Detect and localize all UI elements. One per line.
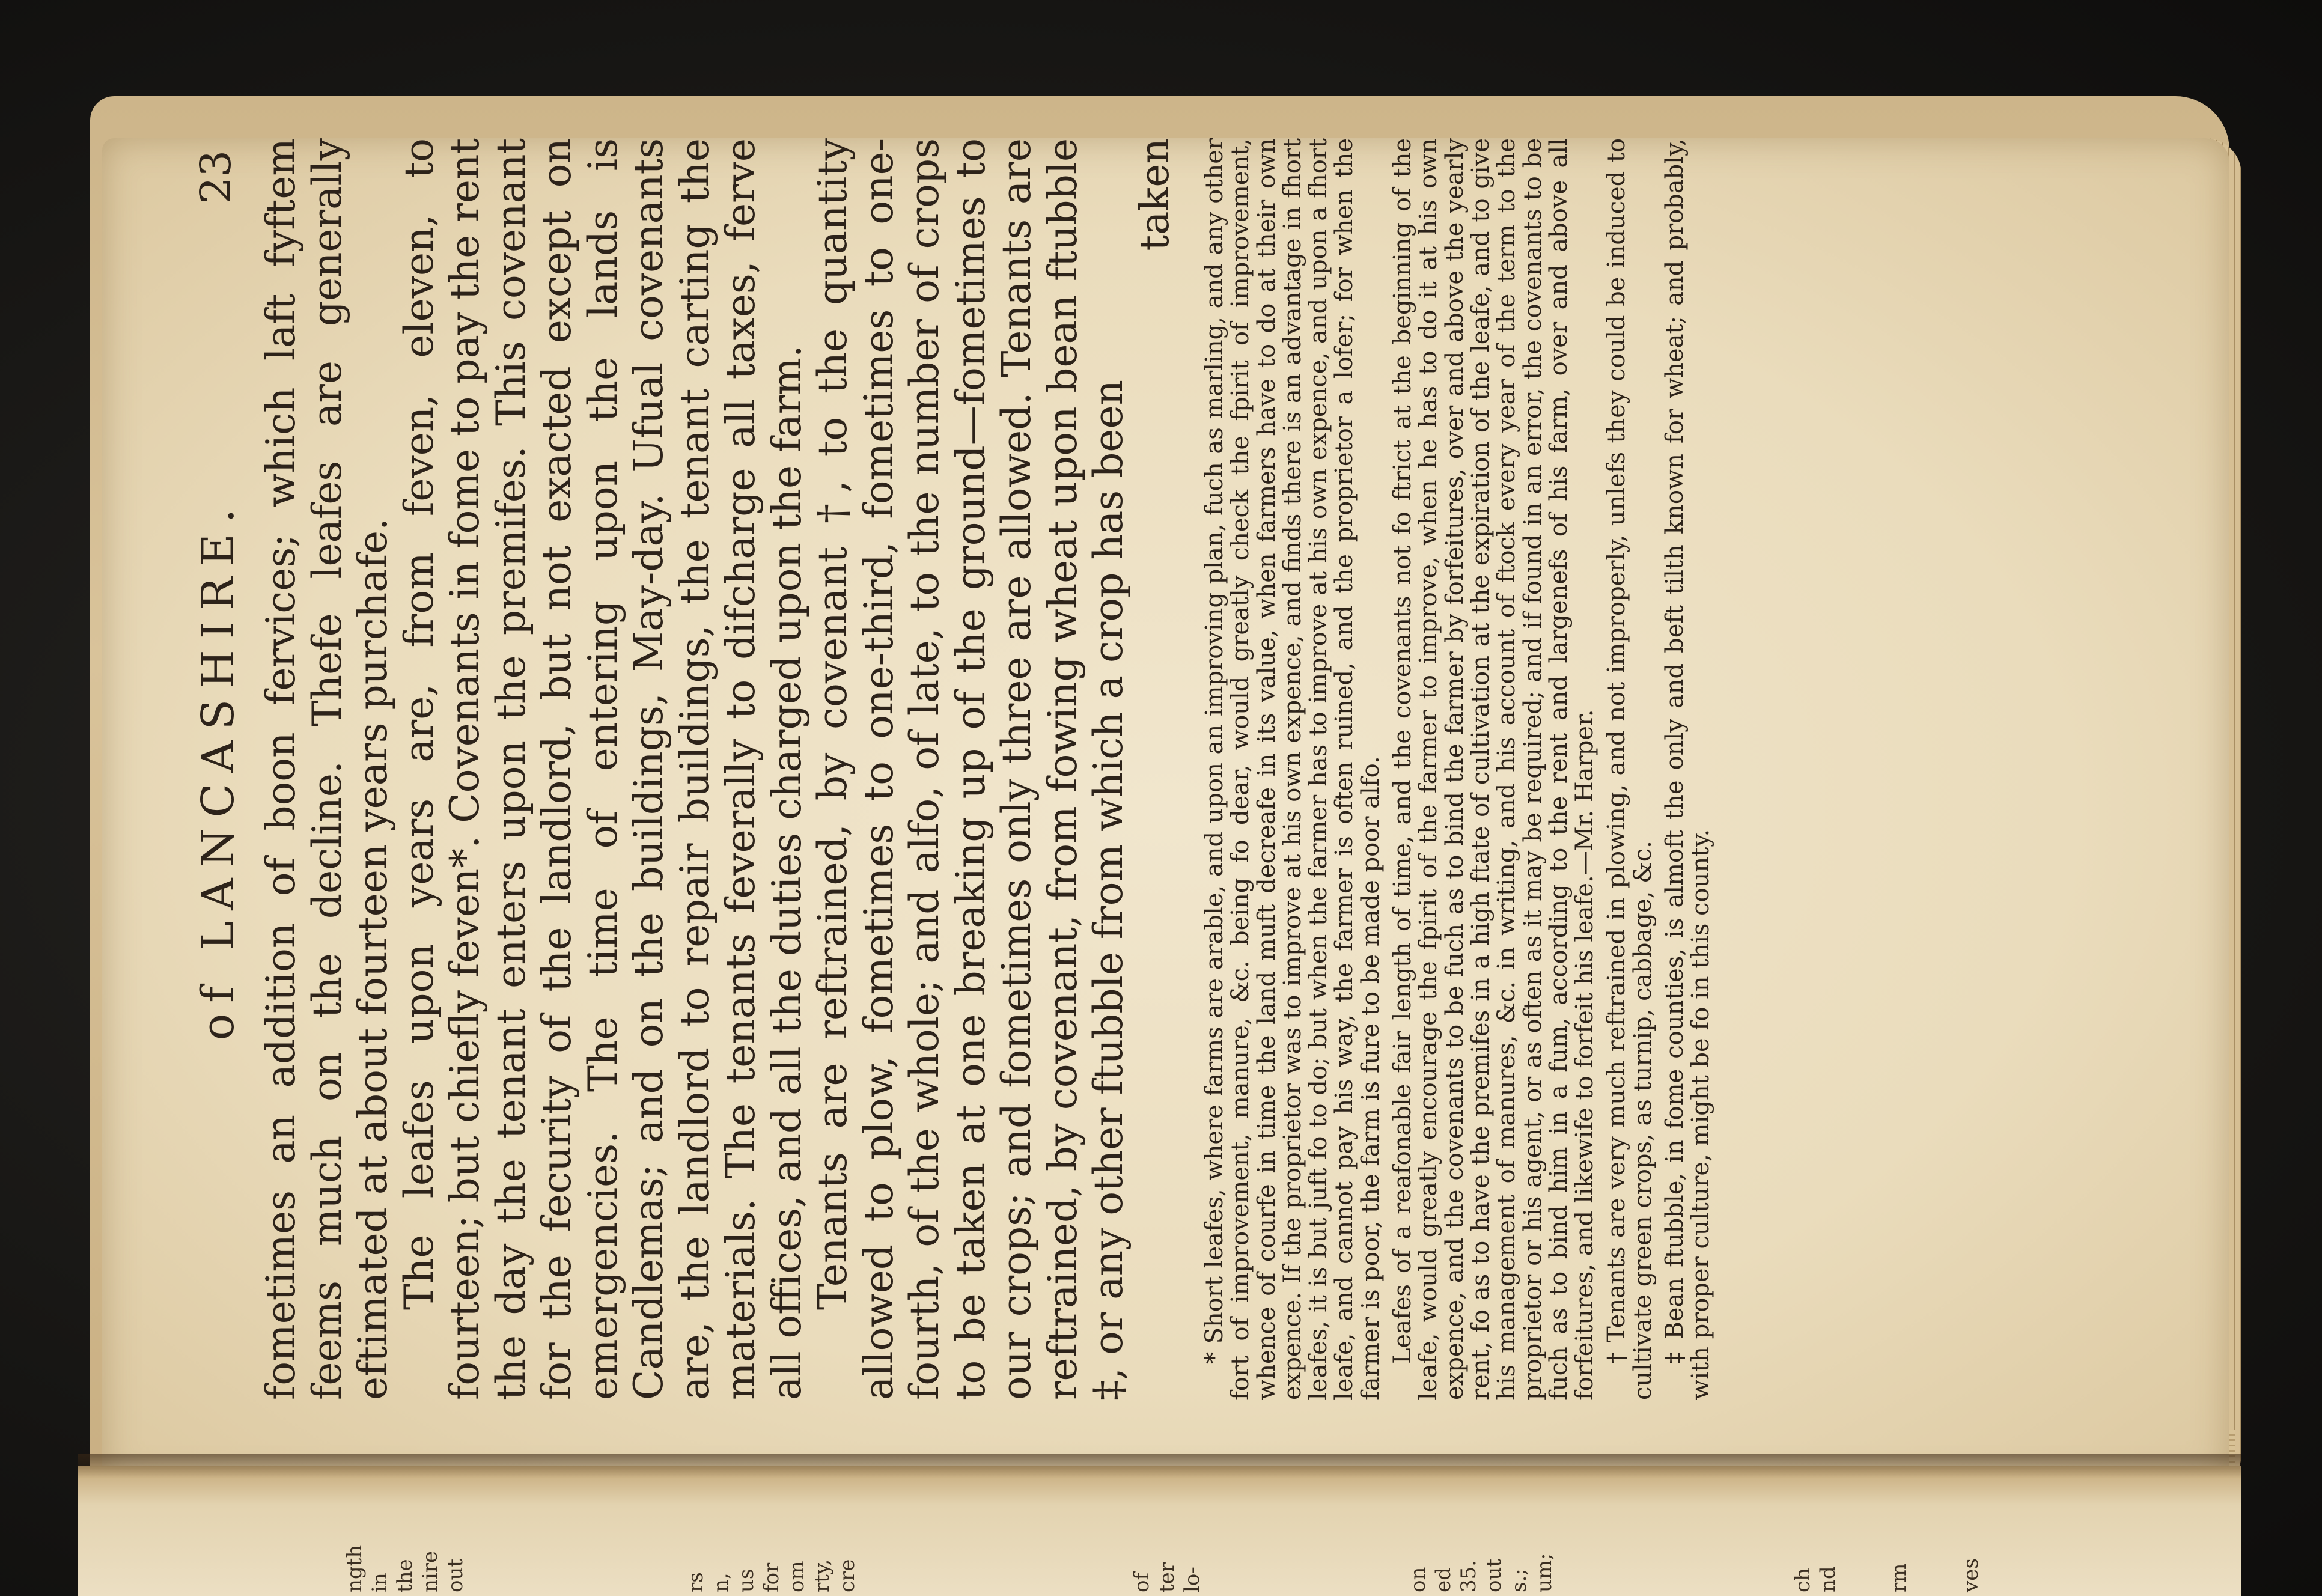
paragraph-1: fometimes an addition of boon fervices; which laft fyftem feems much on the decline. Thefe leafes are generally eftimated at about fourteen years purchafe. — [258, 138, 396, 1400]
footnote-2: Leafes of a reafonable fair length of time, and the covenants not fo ftrict at the beginning of the leafe, would greatly encourage the fpirit of the farmer to improve, when he has to do it at his own expence, and the covenants to be fuch as to bind the farmer by forfeitures, over and above the yearly rent, fo as to have the premifes in a high ftate of cultivation at the expiration of the leafe, and to give his management of manures, &c. in writing, and his account of ftock every year of the term to the proprietor or his agent, or as often as it may be required; and if found in an error, the covenants to be fuch as to bind him in a fum, according to the rent and largenefs of his farm, over and above all forfeitures, and likewife to forfeit his leafe.—Mr. Harper. — [1389, 138, 1599, 1400]
fragment: out — [443, 1558, 468, 1592]
footnote-4: ‡ Bean ftubble, in fome counties, is almoft the only and beft tilth known for wheat; and probably, with proper culture, might be fo in this county. — [1661, 138, 1715, 1400]
fragment: rs — [684, 1572, 708, 1592]
fragment: ch — [1791, 1568, 1815, 1592]
paragraph-2: The leafes upon years are, from feven, eleven, to fourteen; but chiefly feven*. Covenants in fome to pay the rent the day the tenant enters upon the premifes. This covenant for the fecurity of the landlord, but not exacted except on emergencies. The time of entering upon the lands is Candlemas; and on the buildings, May-day. Ufual covenants are, the landlord to repair buildings, the tenant carting the materials. The tenants feverally to difcharge all taxes, ferve all offices, and all the duties charged upon the farm. — [395, 138, 810, 1400]
fragment: us — [734, 1568, 758, 1592]
fragment: lo- — [1180, 1567, 1204, 1592]
footnote-3: † Tenants are very much reftrained in plowing, and not improperly, unlefs they could be induced to cultivate green crops, as turnip, cabbage, &c. — [1603, 138, 1657, 1400]
catchword: taken — [1131, 138, 1178, 251]
fragment: ngth — [343, 1544, 367, 1592]
fragment: rty, — [810, 1559, 834, 1592]
paragraph-3: Tenants are reftrained, by covenant †, to the quantity allowed to plow, fometimes to one-third, fometimes to one-fourth, of the whole; and alfo, of late, to the number of crops to be taken at one breaking up of the ground—fometimes to our crops; and fometimes only three are allowed. Tenants are reftrained, by covenant, from fowing wheat upon bean ftubble ‡, or any other ftubble from which a crop has been — [809, 138, 1132, 1400]
fragment: out — [1482, 1558, 1506, 1592]
gutter-shadow — [78, 1454, 2241, 1478]
fragment: s.; — [1507, 1568, 1531, 1592]
page-number: 23 — [191, 150, 240, 204]
fragment: for — [760, 1562, 784, 1592]
body-text — [258, 138, 1132, 1400]
running-head: of LANCASHIRE. — [192, 498, 244, 1041]
fragment: cre — [835, 1559, 859, 1592]
fragment: on — [1406, 1567, 1430, 1592]
footnote-1: * Short leafes, where farms are arable, and upon an improving plan, fuch as marling, and any other fort of improvement, manure, &c. being fo dear, would greatly check the fpirit of improvement, whence of courfe in time the land muft decreafe in its value, when farmers have to do at their own expence. If the proprietor was to improve at his own expence, and finds there is an advantage in fhort leafes, it is but juft fo to do; but when the farmer has to improve at his own expence, and upon a fhort leafe, and cannot pay his way, the farmer is often ruined, and the proprietor a lofer; for when the farmer is poor, the farm is fure to be made poor alfo. — [1201, 138, 1385, 1400]
fragment: ves — [1959, 1558, 1983, 1592]
fragment: ter — [1155, 1562, 1179, 1592]
fragment: rm — [1887, 1563, 1911, 1592]
fragment: nd — [1816, 1566, 1840, 1592]
rotated-page-text — [180, 138, 2103, 1400]
fragment: n, — [709, 1573, 733, 1592]
fragment: in — [368, 1573, 392, 1592]
fragment: um; — [1532, 1553, 1556, 1592]
page-header — [180, 138, 258, 1400]
fragment: the — [393, 1559, 417, 1592]
fragment: ed — [1431, 1567, 1455, 1592]
fragment: of — [1130, 1572, 1154, 1592]
footnotes — [1202, 138, 1714, 1400]
fragment: nire — [418, 1550, 442, 1592]
fragment: 35. — [1457, 1559, 1481, 1592]
fragment: om — [785, 1561, 809, 1592]
